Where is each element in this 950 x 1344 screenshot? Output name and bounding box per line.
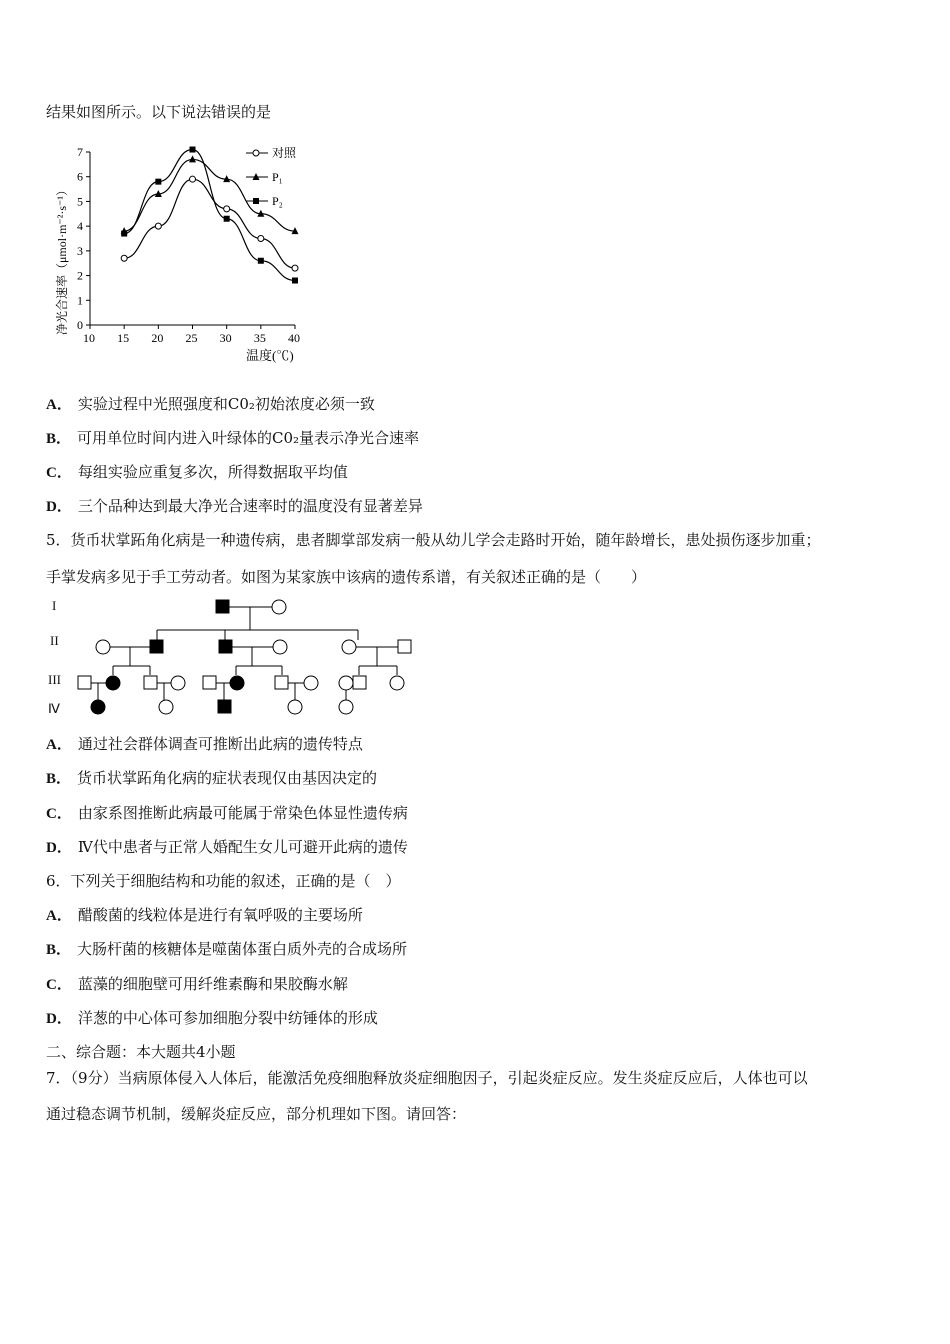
y-tick-label: 2	[77, 268, 83, 283]
legend-label: P₂	[272, 194, 283, 208]
x-tick-label: 30	[219, 331, 232, 345]
pedigree-IV-female-3	[339, 700, 353, 714]
q6-option-c[interactable]: C． 蓝藻的细胞壁可用纤维素酶和果胶酶水解	[46, 975, 348, 993]
pedigree-III-female-affected-1	[106, 676, 120, 690]
x-tick-label: 40	[288, 331, 300, 345]
legend-label: P₁	[272, 170, 283, 184]
pedigree-II-female-1	[96, 640, 110, 654]
generation-label-4: Ⅳ	[48, 701, 60, 716]
pedigree-III-male-1	[78, 676, 91, 689]
y-axis-label: 净光合速率（μmol·m⁻²·s⁻¹）	[55, 184, 69, 335]
pedigree-III-female-4	[304, 676, 318, 690]
data-point	[258, 258, 264, 264]
q4-option-d[interactable]: D． 三个品种达到最大净光合速率时的温度没有显著差异	[46, 497, 423, 515]
pedigree-II-female-2	[273, 640, 287, 654]
y-tick-label: 4	[77, 219, 83, 234]
x-tick-label: 35	[253, 331, 266, 345]
q5-option-d[interactable]: D． Ⅳ代中患者与正常人婚配生女儿可避开此病的遗传	[46, 838, 408, 856]
pedigree-III-male-3	[203, 676, 216, 689]
x-axis-label: 温度(℃)	[246, 348, 294, 363]
pedigree-III-female-affected-2	[230, 676, 244, 690]
pedigree-I-female	[272, 600, 286, 614]
pedigree-II-male-affected-1	[150, 640, 163, 653]
y-tick-label: 0	[77, 318, 83, 332]
pedigree-III-male-4	[275, 676, 288, 689]
generation-label-1: I	[52, 598, 57, 613]
pedigree-chart	[40, 592, 430, 722]
pedigree-III-female-5	[339, 676, 353, 690]
q6-option-d[interactable]: D． 洋葱的中心体可参加细胞分裂中纺锤体的形成	[46, 1009, 378, 1027]
data-point	[292, 278, 298, 284]
y-tick-label: 7	[77, 145, 83, 159]
pedigree-IV-male-affected	[218, 700, 231, 713]
pedigree-IV-female-2	[288, 700, 302, 714]
data-point	[258, 236, 264, 242]
pedigree-II-female-3	[342, 640, 356, 654]
data-point	[190, 147, 196, 153]
y-tick-label: 5	[77, 194, 83, 209]
pedigree-IV-female-affected	[91, 700, 105, 714]
pedigree-III-female-2	[171, 676, 185, 690]
legend-label: 对照	[272, 146, 297, 160]
photosynthesis-chart	[50, 135, 320, 370]
q7-stem-line1: 7．（9分）当病原体侵入人体后，能激活免疫细胞释放炎症细胞因子，引起炎症反应。发生炎症反应后，人体也可以	[46, 1069, 808, 1087]
data-point	[190, 176, 196, 182]
q4-option-c[interactable]: C． 每组实验应重复多次，所得数据取平均值	[46, 463, 348, 481]
data-point	[121, 255, 127, 261]
q4-option-b[interactable]: B． 可用单位时间内进入叶绿体的C0₂量表示净光合速率	[46, 429, 420, 447]
q5-option-a[interactable]: A． 通过社会群体调查可推断出此病的遗传特点	[46, 735, 363, 753]
generation-label-3: III	[48, 672, 61, 687]
q6-option-b[interactable]: B． 大肠杆菌的核糖体是噬菌体蛋白质外壳的合成场所	[46, 940, 408, 958]
legend-marker	[253, 198, 259, 204]
y-tick-label: 3	[77, 243, 83, 258]
pedigree-III-female-6	[390, 676, 404, 690]
pedigree-I-male-affected	[216, 600, 229, 613]
q5-stem-line2: 手掌发病多见于手工劳动者。如图为某家族中该病的遗传系谱，有关叙述正确的是（ ）	[46, 568, 647, 586]
data-point	[224, 206, 230, 212]
legend-marker	[253, 150, 259, 156]
series-line-2	[124, 159, 295, 231]
x-tick-label: 10	[83, 331, 95, 345]
q6-stem: 6．下列关于细胞结构和功能的叙述，正确的是（ ）	[46, 872, 401, 890]
series-line-1	[124, 179, 295, 268]
q5-stem-line1: 5．货币状掌跖角化病是一种遗传病，患者脚掌部发病一般从幼儿学会走路时开始，随年龄增长，患处损伤逐步加重；	[46, 531, 821, 549]
data-point	[292, 265, 298, 271]
data-point	[224, 216, 230, 222]
y-tick-label: 6	[77, 169, 83, 184]
x-tick-label: 15	[117, 331, 130, 345]
data-point	[155, 179, 161, 185]
pedigree-IV-female-1	[159, 700, 173, 714]
pedigree-II-male-3	[398, 640, 411, 653]
q4-option-a[interactable]: A． 实验过程中光照强度和C0₂初始浓度必须一致	[46, 395, 375, 413]
pedigree-III-male-5	[353, 676, 366, 689]
question-intro: 结果如图所示。以下说法错误的是	[46, 103, 272, 121]
generation-label-2: II	[50, 633, 59, 648]
x-tick-label: 25	[185, 331, 198, 345]
data-point	[155, 223, 161, 229]
y-tick-label: 1	[77, 293, 83, 308]
q5-option-c[interactable]: C． 由家系图推断此病最可能属于常染色体显性遗传病	[46, 804, 408, 822]
pedigree-II-male-affected-2	[219, 640, 232, 653]
pedigree-III-male-2	[144, 676, 157, 689]
data-point	[121, 231, 127, 237]
data-point	[189, 155, 196, 162]
x-tick-label: 20	[151, 331, 164, 345]
section-heading: 二、综合题：本大题共4小题	[46, 1043, 236, 1061]
q5-option-b[interactable]: B． 货币状掌跖角化病的症状表现仅由基因决定的	[46, 769, 378, 787]
q7-stem-line2: 通过稳态调节机制，缓解炎症反应，部分机理如下图。请回答：	[46, 1105, 467, 1123]
q6-option-a[interactable]: A． 醋酸菌的线粒体是进行有氧呼吸的主要场所	[46, 906, 363, 924]
